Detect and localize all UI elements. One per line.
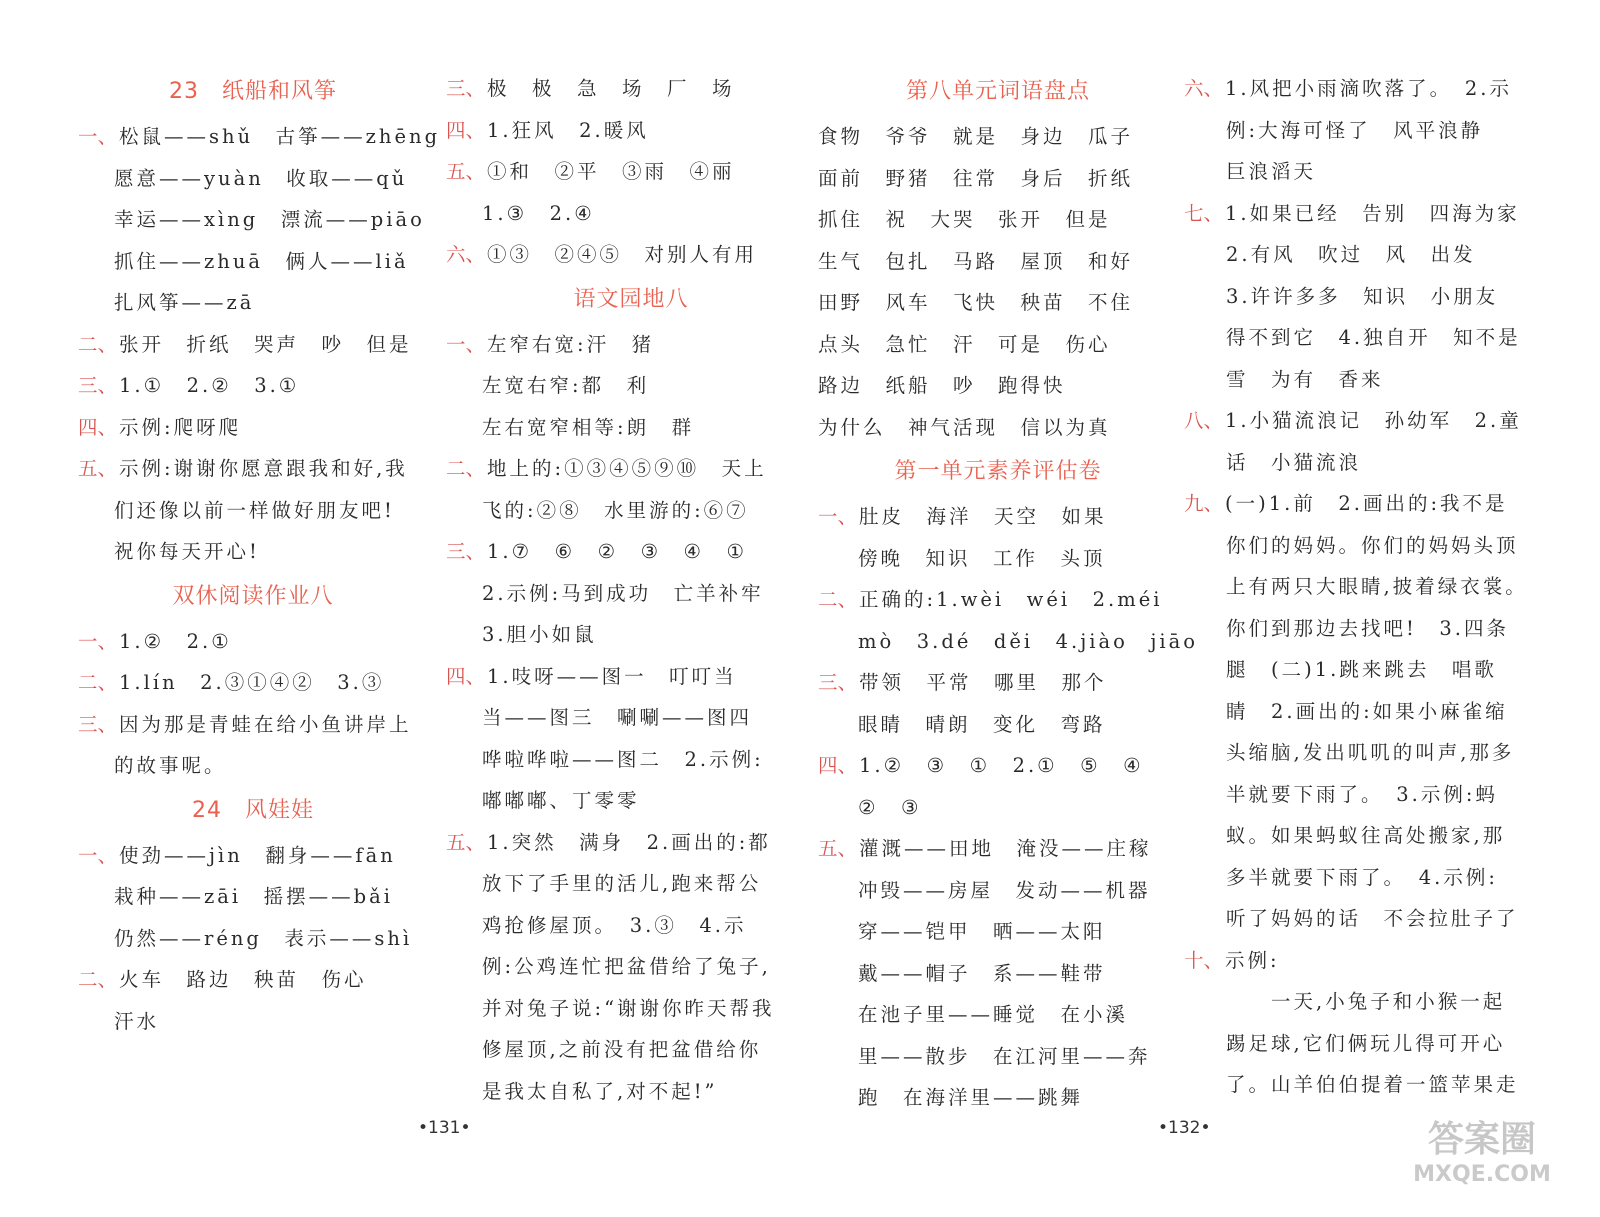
answer-line: [1184, 566, 1564, 608]
answer-line: [818, 1036, 1178, 1078]
answer-text: 傍晚 知识 工作 头顶: [858, 546, 1106, 570]
answer-text: 肚皮 海洋 天空 如果: [859, 505, 1107, 528]
answer-line: [446, 739, 816, 781]
answer-line: [818, 365, 1178, 407]
answer-line: [818, 116, 1178, 158]
question-number: 二、: [818, 588, 858, 611]
answer-line: [818, 662, 1178, 704]
answer-line: [446, 697, 816, 739]
answer-text: 蚁。如果蚂蚁往高处搬家,那: [1226, 824, 1506, 847]
answer-text: 是我太自私了,对不起!”: [482, 1079, 718, 1103]
answer-line: [78, 662, 428, 704]
answer-text: 雪 为有 香来: [1226, 367, 1384, 391]
question-number: 三、: [446, 77, 486, 100]
answer-line: [446, 822, 816, 864]
answer-text: 食物 爷爷 就是 身边 瓜子: [818, 125, 1134, 148]
svg-text:MXQE.COM: MXQE.COM: [1413, 1162, 1551, 1187]
answer-text: 飞的:②⑧ 水里游的:⑥⑦: [482, 498, 749, 522]
answer-line: [446, 151, 816, 193]
answer-text: 在池子里——睡觉 在小溪: [858, 1003, 1129, 1026]
answer-line: [1184, 649, 1564, 691]
answer-text: 路边 纸船 吵 跑得快: [818, 374, 1066, 397]
answer-text: 1.③ 2.④: [482, 201, 595, 225]
answer-text: 生气 包扎 马路 屋顶 和好: [818, 249, 1134, 273]
answer-text: 3.胆小如鼠: [482, 623, 597, 646]
answer-line: [818, 407, 1178, 449]
question-number: 四、: [446, 664, 486, 688]
answer-text: 愿意——yuàn 收取——qǔ: [114, 166, 408, 190]
answer-text: 正确的:1.wèi wéi 2.méi: [859, 588, 1163, 611]
answer-line: [818, 1077, 1178, 1119]
answer-text: 左宽右窄:都 利: [482, 374, 650, 397]
watermark-logo: [1402, 1109, 1562, 1189]
answer-text: 1.突然 满身 2.画出的:都: [487, 830, 771, 854]
page-number-right: •132•: [1158, 1118, 1211, 1138]
answer-line: [818, 241, 1178, 283]
answer-line: [818, 621, 1199, 663]
answer-text: 3.许许多多 知识 小朋友: [1226, 284, 1499, 308]
section-title: 语文园地八: [573, 286, 689, 312]
answer-line: [446, 234, 816, 276]
answer-line: [446, 905, 816, 947]
answer-text: 2.有风 吹过 风 出发: [1226, 243, 1476, 266]
column-3: [818, 68, 1199, 1119]
question-number: 三、: [78, 374, 118, 397]
section-title: 23 纸船和风筝: [169, 79, 337, 104]
answer-text: 你们到那边去找吧! 3.四条: [1226, 616, 1509, 640]
answer-line: [1184, 1023, 1564, 1065]
answer-line: [446, 614, 816, 656]
answer-text: 1.如果已经 告别 四海为家: [1225, 201, 1520, 225]
svg-text:答案圈: 答案圈: [1427, 1119, 1537, 1160]
answer-text: 当——图三 唰唰——图四: [482, 706, 753, 729]
answer-line: [1184, 400, 1564, 442]
answer-text: 灌溉——田地 淹没——庄稼: [859, 837, 1152, 860]
answer-text: 腿 (二)1.跳来跳去 唱歌: [1226, 658, 1497, 681]
answer-line: [1184, 525, 1564, 567]
answer-text: 1.① 2.② 3.①: [119, 374, 300, 397]
answer-line: [818, 704, 1178, 746]
answer-line: [446, 573, 816, 615]
answer-line: [446, 324, 816, 366]
answer-line: [446, 490, 816, 532]
answer-line: [78, 835, 428, 877]
answer-line: [78, 199, 428, 241]
answer-line: [1184, 193, 1564, 235]
question-number: 二、: [446, 457, 486, 480]
answer-text: 了。山羊伯伯提着一篮苹果走: [1226, 1073, 1519, 1096]
answer-line: [78, 1001, 428, 1043]
answer-text: 栽种——zāi 摇摆——bǎi: [114, 885, 393, 908]
answer-text: 1.② ③ ① 2.① ⑤ ④: [859, 754, 1144, 777]
answer-line: [1184, 276, 1564, 318]
answer-line: [1184, 151, 1564, 193]
answer-line: [818, 538, 1178, 580]
answer-text: 多半就要下雨了。 4.示例:: [1226, 865, 1498, 889]
answer-line: [818, 282, 1178, 324]
answer-line: [1184, 110, 1564, 152]
answer-line: [446, 531, 816, 573]
answer-line: [818, 953, 1178, 995]
answer-text: 1.小猫流浪记 孙幼军 2.童: [1225, 409, 1522, 432]
answer-line: [1184, 317, 1564, 359]
answer-text: 里——散步 在江河里——奔: [858, 1044, 1151, 1068]
answer-text: 极 极 急 场 厂 场: [487, 77, 735, 100]
answer-line: [818, 158, 1178, 200]
question-number: 四、: [446, 118, 486, 142]
question-number: 五、: [446, 160, 486, 183]
answer-text: 抓住 祝 大哭 张开 但是: [818, 208, 1111, 231]
question-number: 十、: [1184, 948, 1224, 972]
answer-text: 头缩脑,发出叽叽的叫声,那多: [1226, 741, 1515, 764]
answer-line: [1184, 981, 1564, 1023]
answer-line: [1184, 1064, 1564, 1106]
question-number: 三、: [78, 712, 118, 736]
answer-text: 例:公鸡连忙把盆借给了兔子,: [482, 955, 771, 978]
question-number: 一、: [78, 125, 118, 148]
answer-line: [78, 241, 428, 283]
answer-text: 使劲——jìn 翻身——fān: [119, 843, 396, 867]
column-2: [446, 68, 816, 1112]
answer-line: [818, 496, 1178, 538]
answer-line: [1184, 234, 1564, 276]
answer-text: (一)1.前 2.画出的:我不是: [1225, 492, 1508, 515]
answer-line: [78, 448, 428, 490]
answer-text: ①③ ②④⑤ 对别人有用: [487, 243, 758, 266]
question-number: 八、: [1184, 409, 1224, 432]
answer-line: [78, 116, 441, 158]
answer-text: 幸运——xìng 漂流——piāo: [114, 208, 425, 231]
answer-line: [1184, 815, 1564, 857]
answer-line: [1184, 442, 1564, 484]
answer-line: [446, 110, 816, 152]
answer-text: 仍然——réng 表示——shì: [114, 926, 413, 950]
answer-line: [818, 199, 1178, 241]
question-number: 二、: [78, 332, 118, 356]
answer-line: [818, 911, 1178, 953]
answer-text: 1.② 2.①: [119, 629, 232, 653]
answer-text: 上有两只大眼睛,披着绿衣裳。: [1226, 575, 1528, 598]
answer-text: 1.吱呀——图一 叮叮当: [487, 664, 737, 688]
answer-text: 放下了手里的活儿,跑来帮公: [482, 872, 762, 895]
answer-text: 1.风把小雨滴吹落了。 2.示: [1225, 77, 1512, 100]
answer-text: 鸡抢修屋顶。 3.③ 4.示: [482, 913, 747, 937]
answer-text: 1.lín 2.③①④② 3.③: [119, 671, 385, 694]
answer-line: [78, 876, 428, 918]
answer-line: [78, 158, 428, 200]
answer-line: [1184, 898, 1564, 940]
answer-text: 1.狂风 2.暖风: [487, 118, 649, 142]
answer-line: [78, 490, 428, 532]
section-title: 第八单元词语盘点: [905, 79, 1090, 104]
answer-text: mò 3.dé děi 4.jiào jiāo: [858, 629, 1199, 653]
answer-text: 地上的:①③④⑤⑨⑩ 天上: [487, 457, 767, 480]
answer-text: 示例:谢谢你愿意跟我和好,我: [119, 457, 408, 480]
answer-text: 为什么 神气活现 信以为真: [818, 415, 1111, 439]
answer-line: [1184, 940, 1564, 982]
question-number: 七、: [1184, 201, 1224, 225]
question-number: 五、: [78, 457, 118, 480]
answer-text: 左右宽窄相等:朗 群: [482, 415, 695, 439]
answer-text: 左窄右宽:汗 猪: [487, 332, 655, 356]
question-number: 一、: [78, 843, 118, 867]
answer-text: 松鼠——shǔ 古筝——zhēng: [119, 125, 441, 148]
answer-line: [446, 863, 816, 905]
answer-text: 穿——铠甲 晒——太阳: [858, 920, 1106, 943]
answer-text: 祝你每天开心!: [114, 540, 260, 563]
question-number: 四、: [818, 754, 858, 777]
question-number: 二、: [78, 671, 118, 694]
answer-line: [78, 324, 428, 366]
answer-text: 示例:爬呀爬: [119, 415, 242, 439]
question-number: 三、: [446, 540, 486, 563]
answer-text: ①和 ②平 ③雨 ④丽: [487, 160, 735, 183]
answer-text: 半就要下雨了。 3.示例:蚂: [1226, 782, 1498, 806]
answer-line: [78, 282, 428, 324]
answer-line: [1184, 483, 1564, 525]
answer-line: [78, 365, 428, 407]
answer-line: [1184, 608, 1564, 650]
answer-line: [818, 787, 1178, 829]
section-title: 第一单元素养评估卷: [894, 459, 1102, 484]
answer-text: 睛 2.画出的:如果小麻雀缩: [1226, 699, 1508, 723]
answer-text: 你们的妈妈。你们的妈妈头顶: [1226, 533, 1519, 557]
answer-line: [78, 959, 428, 1001]
answer-line: [1184, 359, 1564, 401]
answer-line: [446, 1071, 816, 1113]
question-number: 五、: [818, 837, 858, 860]
answer-line: [78, 918, 428, 960]
answer-line: [818, 579, 1178, 621]
column-4: [1184, 68, 1564, 1106]
answer-text: 一天,小兔子和小猴一起: [1226, 990, 1506, 1013]
answer-text: 2.示例:马到成功 亡羊补牢: [482, 581, 764, 605]
section-title: 双休阅读作业八: [172, 583, 334, 609]
answer-text: 抓住——zhuā 俩人——liǎ: [114, 249, 409, 273]
answer-line: [1184, 732, 1564, 774]
answer-line: [446, 448, 816, 490]
answer-line: [1184, 68, 1564, 110]
answer-line: [446, 1029, 816, 1071]
answer-text: 眼睛 晴朗 变化 弯路: [858, 712, 1106, 736]
answer-text: 修屋顶,之前没有把盆借给你: [482, 1038, 762, 1061]
answer-text: 带领 平常 哪里 那个: [859, 671, 1107, 694]
question-number: 三、: [818, 671, 858, 694]
answer-text: 踢足球,它们俩玩儿得可开心: [1226, 1031, 1506, 1055]
answer-line: [446, 780, 816, 822]
answer-text: 嘟嘟嘟、丁零零: [482, 789, 640, 812]
answer-line: [818, 828, 1178, 870]
answer-line: [78, 621, 428, 663]
answer-line: [818, 994, 1178, 1036]
question-number: 五、: [446, 830, 486, 854]
answer-text: 火车 路边 秧苗 伤心: [119, 968, 367, 991]
answer-text: ② ③: [858, 795, 922, 819]
answer-text: 示例:: [1225, 948, 1280, 972]
answer-text: 话 小猫流浪: [1226, 450, 1362, 474]
answer-line: [446, 68, 816, 110]
answer-text: 巨浪滔天: [1226, 160, 1317, 183]
answer-line: [78, 407, 428, 449]
column-1: [78, 68, 441, 1042]
answer-line: [818, 745, 1178, 787]
question-number: 四、: [78, 415, 118, 439]
answer-text: 1.⑦ ⑥ ② ③ ④ ①: [487, 540, 748, 563]
answer-line: [78, 531, 428, 573]
answer-line: [446, 656, 816, 698]
question-number: 九、: [1184, 492, 1224, 515]
question-number: 六、: [1184, 77, 1224, 100]
question-number: 六、: [446, 243, 486, 266]
question-number: 二、: [78, 968, 118, 991]
answer-text: 戴——帽子 系——鞋带: [858, 961, 1106, 985]
answer-text: 们还像以前一样做好朋友吧!: [114, 498, 395, 522]
answer-text: 扎风筝——zā: [114, 291, 255, 314]
answer-text: 的故事呢。: [114, 754, 227, 777]
answer-text: 冲毁——房屋 发动——机器: [858, 878, 1151, 902]
answer-line: [446, 407, 816, 449]
answer-line: [1184, 857, 1564, 899]
answer-text: 得不到它 4.独自开 知不是: [1226, 326, 1521, 349]
answer-text: 点头 急忙 汗 可是 伤心: [818, 332, 1111, 356]
answer-text: 听了妈妈的话 不会拉肚子了: [1226, 907, 1519, 930]
answer-line: [78, 745, 428, 787]
answer-text: 例:大海可怪了 风平浪静: [1226, 118, 1484, 142]
answer-text: 田野 风车 飞快 秧苗 不住: [818, 291, 1134, 314]
answer-line: [446, 193, 816, 235]
answer-line: [1184, 691, 1564, 733]
answer-line: [1184, 774, 1564, 816]
answer-line: [446, 946, 816, 988]
answer-text: 因为那是青蛙在给小鱼讲岸上: [119, 712, 412, 736]
question-number: 一、: [446, 332, 486, 356]
answer-text: 面前 野猪 往常 身后 折纸: [818, 166, 1134, 190]
answer-text: 张开 折纸 哭声 吵 但是: [119, 332, 412, 356]
question-number: 一、: [78, 629, 118, 653]
answer-line: [818, 324, 1178, 366]
answer-text: 并对兔子说:“谢谢你昨天帮我: [482, 996, 775, 1020]
page-number-left: •131•: [418, 1118, 471, 1138]
answer-line: [446, 988, 816, 1030]
question-number: 一、: [818, 505, 858, 528]
answer-text: 跑 在海洋里——跳舞: [858, 1086, 1084, 1109]
answer-text: 哗啦哗啦——图二 2.示例:: [482, 747, 764, 771]
answer-text: 汗水: [114, 1009, 160, 1033]
answer-line: [818, 870, 1178, 912]
section-title: 24 风娃娃: [192, 797, 314, 823]
answer-line: [446, 365, 816, 407]
answer-line: [78, 704, 428, 746]
